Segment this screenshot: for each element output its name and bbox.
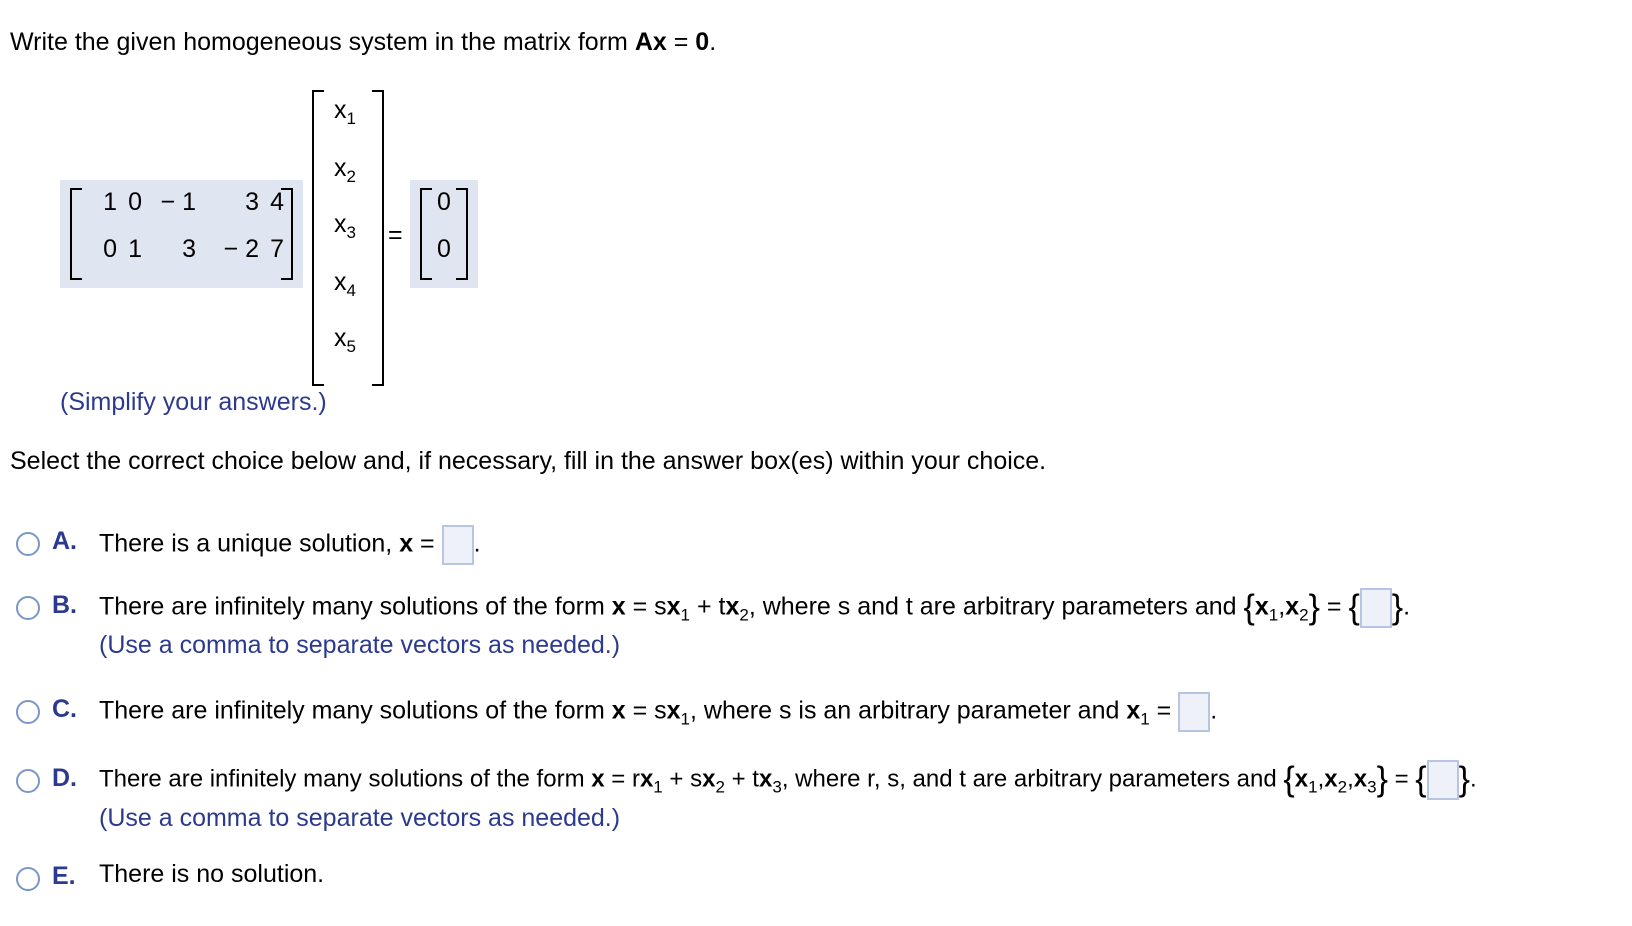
choice-c-answer-box[interactable] xyxy=(1178,692,1210,732)
choice-b-radio[interactable] xyxy=(16,596,40,620)
matrix-cell: 1 xyxy=(103,188,117,216)
prompt-zero: 0 xyxy=(695,28,710,56)
choice-a-letter: A. xyxy=(52,527,77,555)
coefficient-matrix xyxy=(60,180,303,288)
variable-vector xyxy=(312,90,384,386)
matrix-cell: 3 xyxy=(245,188,259,216)
matrix-cell: 0 xyxy=(103,235,117,263)
matrix-cell: − 2 xyxy=(223,235,259,263)
matrix-cell: − 1 xyxy=(160,188,196,216)
prompt-end: . xyxy=(709,28,717,56)
instruction-text: Select the correct choice below and, if necessary, fill in the answer box(es) within your choice. xyxy=(10,447,1047,475)
matrix-cell: 3 xyxy=(182,235,196,263)
matrix-cell: 0 xyxy=(128,188,142,216)
choice-a-answer-box[interactable] xyxy=(442,525,474,565)
vector-entry: $x_5$ xyxy=(334,324,356,356)
choice-e-text: There is no solution. xyxy=(99,860,325,888)
choice-d-answer-box[interactable] xyxy=(1427,760,1459,800)
choice-d-radio[interactable] xyxy=(16,769,40,793)
vector-entry: $x_3$ xyxy=(334,210,356,242)
choice-c-text: There are infinitely many solutions of the form $x = sx_1$, where s is an arbitrary parameter and $x_1$ = . xyxy=(99,692,1217,732)
left-bracket xyxy=(312,90,324,386)
choice-b-text: There are infinitely many solutions of the form $x = sx_1 + tx_2$, where s and t are arbitrary parameters and $\{x_1,x_2\}$ = { }. xyxy=(99,588,1411,627)
matrix-cell: 7 xyxy=(270,235,284,263)
vector-entry: $x_4$ xyxy=(334,268,356,300)
choice-b-letter: B. xyxy=(52,591,77,619)
choice-d-note: (Use a comma to separate vectors as needed.) xyxy=(99,804,621,832)
choice-d-letter: D. xyxy=(52,764,77,792)
choice-a-text: There is a unique solution, x = . xyxy=(99,525,481,565)
simplify-note: (Simplify your answers.) xyxy=(60,388,327,416)
vector-entry: $x_1$ xyxy=(334,96,356,128)
choice-a-radio[interactable] xyxy=(16,532,40,556)
matrix-cell: 4 xyxy=(270,188,284,216)
choice-c-letter: C. xyxy=(52,695,77,723)
choice-c-radio[interactable] xyxy=(16,700,40,724)
prompt-text: Write the given homogeneous system in the matrix form xyxy=(10,28,635,56)
choice-b-note: (Use a comma to separate vectors as needed.) xyxy=(99,631,621,659)
matrix-cell: 1 xyxy=(128,235,142,263)
vector-cell: 0 xyxy=(437,235,451,263)
matrix-row-1 xyxy=(85,188,284,218)
zero-vector xyxy=(410,180,478,288)
prompt-ax: Ax xyxy=(634,28,667,56)
choice-d-text: There are infinitely many solutions of the form $x = rx_1 + sx_2 + tx_3$, where r, s, and t are arbitrary parameters and $\{x_1,x_2,x_3\}$ = { }. xyxy=(99,760,1477,799)
prompt-eq: = xyxy=(666,28,696,56)
choice-e-radio[interactable] xyxy=(16,867,40,891)
vector-cell: 0 xyxy=(437,188,451,216)
question-prompt xyxy=(10,28,716,57)
choice-b-answer-box[interactable] xyxy=(1360,588,1392,628)
vector-entry: $x_2$ xyxy=(334,154,356,186)
matrix-row-2 xyxy=(85,235,284,265)
choice-e-letter: E. xyxy=(52,862,76,890)
equals-sign: = xyxy=(388,221,403,249)
